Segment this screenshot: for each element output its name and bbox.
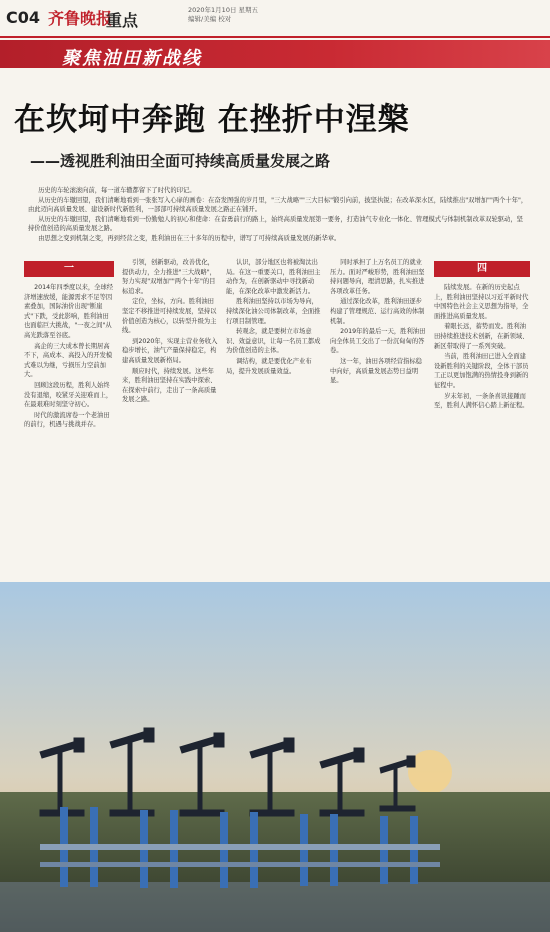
page-header xyxy=(0,0,550,40)
intro-paragraph: 历史的车轮滚滚向前，每一道车辙都留下了时代的印记。 xyxy=(38,187,196,194)
section-marker-4: 四 xyxy=(434,261,530,277)
banner-text: 聚焦油田新战线 xyxy=(62,48,202,69)
page-number: C04 xyxy=(6,8,41,27)
intro-paragraph: 从历史的车辙回望，我们清晰地看到一张张写入心扉的画卷：在奋发图强的岁月里，"三大战略""三大目标"锻引向前，披坚执锐；在改革深水区，陆续推出"双增加""两个十年"，由此迈向高质量发展、建设新时代新胜利，一部部可持续高质量发展之路正在铺开。 xyxy=(28,196,528,214)
column-paragraph: 调结构，就是要优化产业布局，提升发展质量效益。 xyxy=(226,357,312,375)
article-column-3 xyxy=(226,258,322,578)
oilfield-photo xyxy=(0,582,550,932)
headline: 在坎坷中奔跑 在挫折中涅槃 xyxy=(14,102,410,138)
intro-block xyxy=(28,186,528,244)
column-paragraph: 定位，坐标，方向。胜利油田坚定不移推进可持续发展，坚持以价值创造为核心，以转型升级为主线。 xyxy=(122,298,217,335)
header-info xyxy=(188,6,258,24)
oilfield-photo-image xyxy=(0,582,550,932)
column-paragraph: 2014年四季度以来，全球经济增速放缓，能源需求不足等因素叠加，国际油价出现"断崖式"下跌，受此影响，胜利油田也面临巨大挑战，"一夜之间"从高光跌落至谷底。 xyxy=(24,284,114,339)
topic-banner xyxy=(0,40,550,68)
column-paragraph: 认识，部分地区也将被淘汰出局。在这一重要关口，胜利油田主动作为，在创新驱动中寻找新动能，在深化改革中激发新活力。 xyxy=(226,259,321,295)
article-column-5 xyxy=(434,258,530,578)
article-column-2 xyxy=(122,258,218,578)
column-paragraph: 引领，创新驱动，改善优化，提供动力，全力推进"三大战略"，努力实现"双增加""两个十年"的目标追求。 xyxy=(122,259,216,295)
column-paragraph: 高企的三大成本曾长期居高不下，高成本、高投入的开发模式难以为继，亏损压力空前加大。 xyxy=(24,342,113,379)
newspaper-logo: 齐鲁晚报 xyxy=(48,9,113,28)
column-paragraph: 这一年，油田各项经营指标稳中向好，高质量发展态势日益明显。 xyxy=(330,357,422,385)
column-paragraph: 时代的激流席卷一个老油田的前行，机遇与挑战并存。 xyxy=(24,411,110,429)
column-paragraph: 同时承担了上万名员工的就业压力。面对严峻形势，胜利油田坚持问题导向，理清思路，扎实推进各项改革任务。 xyxy=(330,259,425,295)
editor-line: 编辑/美编 校对 xyxy=(188,15,232,23)
date-line: 2020年1月10日 星期五 xyxy=(188,6,259,14)
column-paragraph: 回顾这段历程，胜利人始终没有退缩，咬紧牙关迎难而上，在最艰难时刻坚守初心。 xyxy=(24,381,113,409)
article-column-1 xyxy=(24,258,114,578)
column-paragraph: 转观念，就是要树立市场意识、效益意识，让每一名员工都成为价值创造的主体。 xyxy=(226,328,321,355)
column-paragraph: 到2020年，实现主营业务收入稳步增长，油气产量保持稳定，构建高质量发展新格局。 xyxy=(122,337,218,364)
column-paragraph: 当前，胜利油田已进入全面建设新胜利的关键阶段，全体干部员工正以更加饱满的热情投身到新的征程中。 xyxy=(434,353,529,389)
section-name: 重点 xyxy=(106,11,139,30)
column-paragraph: 通过深化改革，胜利油田逐步构建了管理规范、运行高效的体制机制。 xyxy=(330,298,425,325)
column-paragraph: 着眼长远，蓄势而发。胜利油田持续推进技术创新，在新领域、新区带取得了一系列突破。 xyxy=(434,323,529,350)
column-paragraph: 2019年的最后一天，胜利油田向全体员工交出了一份沉甸甸的答卷。 xyxy=(330,328,426,355)
column-paragraph: 陆续发展。在新的历史起点上，胜利油田坚持以习近平新时代中国特色社会主义思想为指导，全面推进高质量发展。 xyxy=(434,284,529,320)
column-paragraph: 胜利油田坚持以市场为导向，持续深化油公司体制改革，全面推行项目制管理。 xyxy=(226,298,321,325)
column-paragraph: 顺应时代，持续发展。这些年来，胜利油田坚持在实践中探索、在探索中前行，走出了一条高质量发展之路。 xyxy=(122,367,217,404)
column-paragraph: 岁末年初，一条条喜讯接踵而至，胜利人满怀信心踏上新征程。 xyxy=(434,392,529,410)
intro-paragraph: 从历史的车辙回望，我们清晰地看到一份勤勉人的初心和使命：在奋勇前行的路上，始终高质量发展第一要务，打造油气专业化一体化、管理模式与体制机制改革双轮驱动，坚持价值创造的高质量发展之路。 xyxy=(28,215,523,233)
section-marker-1: 一 xyxy=(24,261,114,277)
header-rule xyxy=(0,36,550,38)
intro-paragraph: 由思想之变到机制之变，再到经营之变，胜利油田在三十多年的历程中，谱写了可持续高质量发展的新华章。 xyxy=(38,234,341,242)
subheadline: ——透视胜利油田全面可持续高质量发展之路 xyxy=(30,152,331,170)
article-column-4 xyxy=(330,258,426,578)
